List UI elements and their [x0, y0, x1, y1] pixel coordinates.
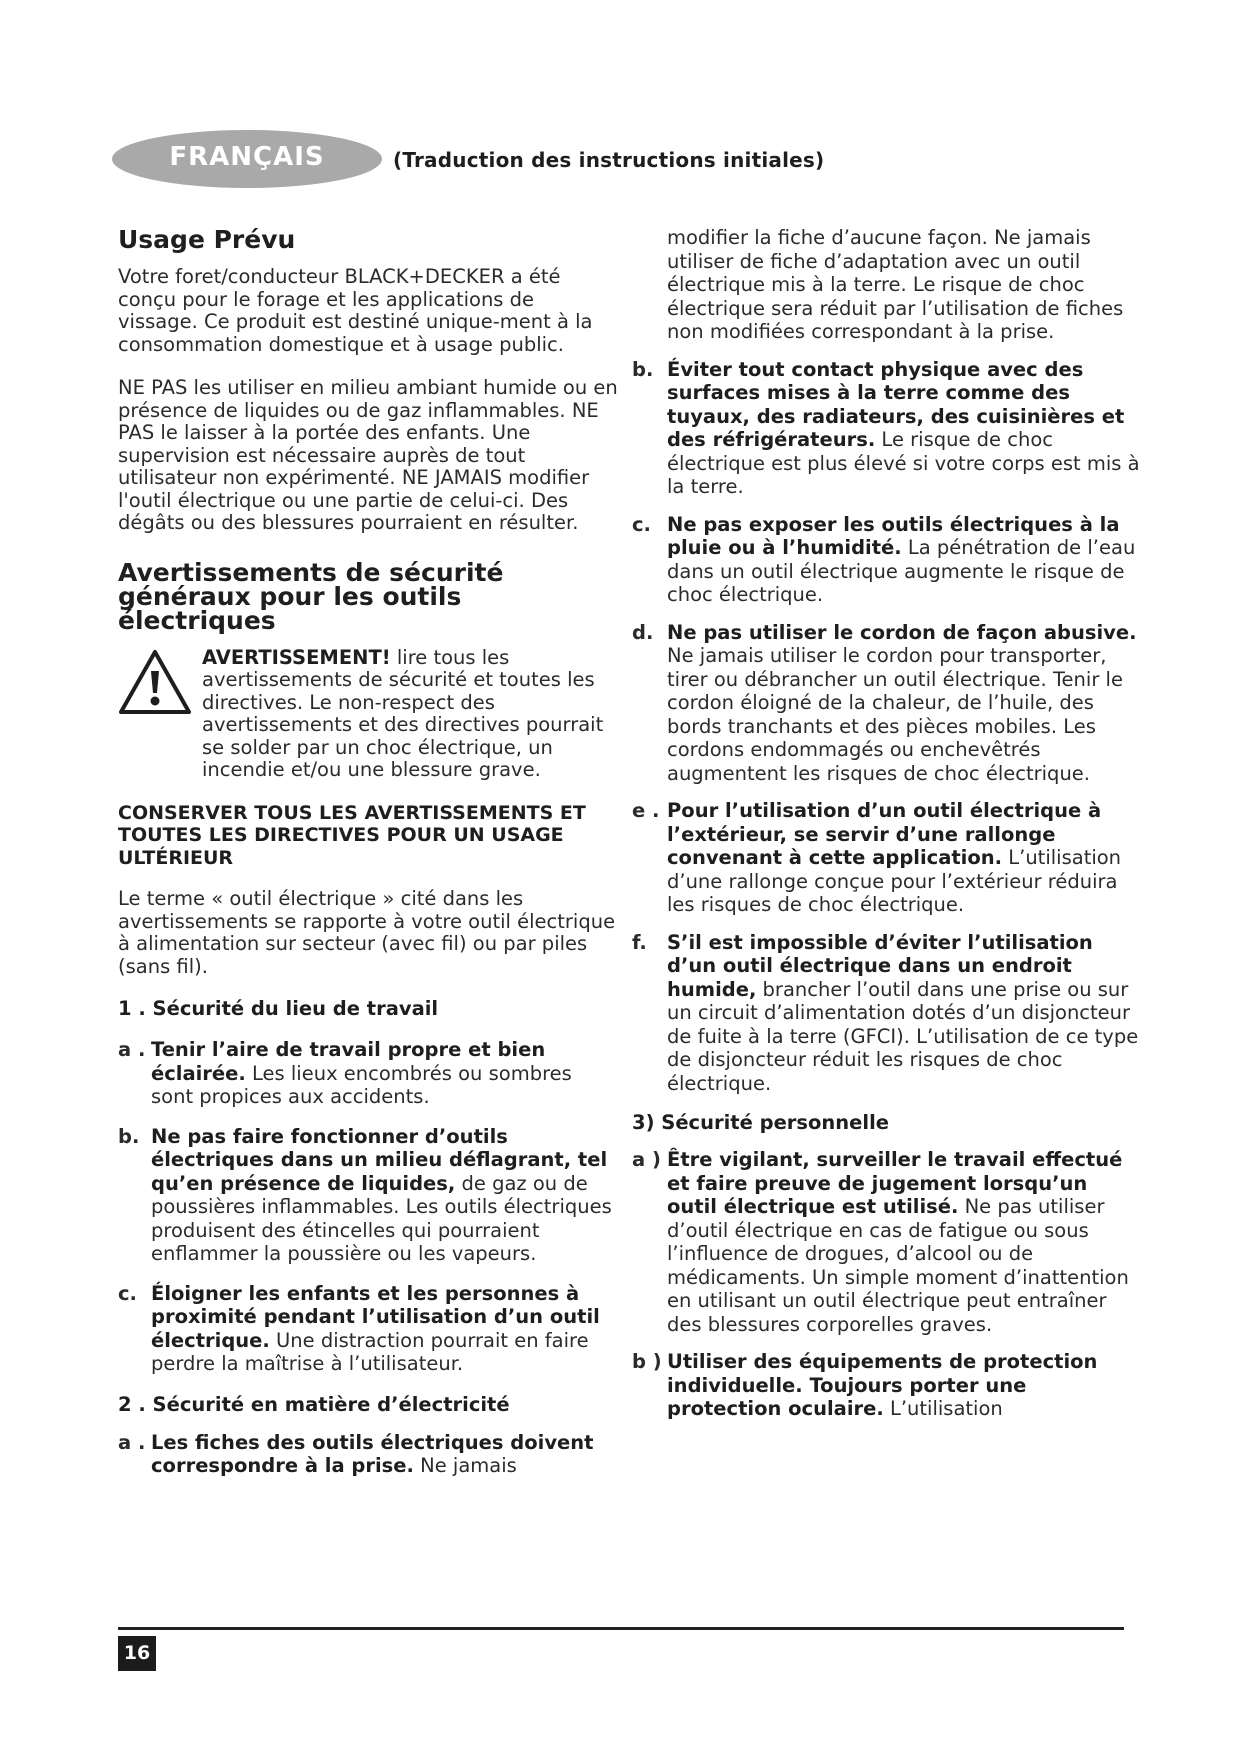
continued-text: modifier la fiche d’aucune façon. Ne jamais utiliser de fiche d’adaptation avec un outil électrique mis à la terre. Le risque de choc électrique sera réduit par l’utilisation de fiches non modifiées correspondant à la prise. — [667, 226, 1124, 343]
usage-title: Usage Prévu — [118, 225, 296, 254]
section-2-heading: 2 . Sécurité en matière d’électricité — [118, 1392, 510, 1416]
item-label: e . — [632, 799, 660, 822]
item-bold: Utiliser des équipements de protection individuelle. Toujours porter une protection oculaire. — [667, 1350, 1098, 1420]
item-text: Le risque de choc électrique est plus élevé si votre corps est mis à la terre. — [667, 428, 1140, 498]
warning-triangle-icon — [118, 649, 192, 715]
item-text: Ne pas utiliser d’outil électrique en cas de fatigue ou sous l’influence de drogues, d’alcool ou de médicaments. Un simple moment d’inattention en utilisant un outil électrique peut entraîner des blessures corporelles graves. — [667, 1195, 1129, 1336]
item-text: L’utilisation d’une rallonge conçue pour l’extérieur réduira les risques de choc électrique. — [667, 846, 1122, 916]
warnings-title: Avertissements de sécurité généraux pour les outils électriques — [118, 557, 504, 635]
item-bold: Éviter tout contact physique avec des surfaces mises à la terre comme des tuyaux, des radiateurs, des cuisinières et des réfrigérateurs. — [667, 357, 1125, 451]
item-bold: Pour l’utilisation d’un outil électrique à l’extérieur, se servir d’une rallonge convenant à cette application. — [667, 799, 1102, 869]
item-bold: Éloigner les enfants et les personnes à proximité pendant l’utilisation d’un outil électrique. — [151, 1281, 600, 1352]
list-item — [118, 1038, 618, 1109]
list-item — [632, 1148, 1142, 1336]
list-item — [118, 1125, 618, 1266]
item-text: Les lieux encombrés ou sombres sont propices aux accidents. — [151, 1061, 572, 1108]
item-label: b. — [632, 357, 654, 381]
page-number: 16 — [118, 1636, 156, 1671]
warning-bold: AVERTISSEMENT! — [202, 645, 391, 669]
usage-paragraph-1: Votre foret/conducteur BLACK+DECKER a été conçu pour le forage et les applications de vissage. Ce produit est destiné unique-ment à la consommation domestique et à usage public. — [118, 265, 593, 356]
item-bold: Ne pas utiliser le cordon de façon abusive. — [667, 620, 1137, 644]
warning-block — [118, 647, 618, 782]
item-bold: Ne pas faire fonctionner d’outils électriques dans un milieu déflagrant, tel qu’en présence de liquides, — [151, 1124, 608, 1195]
item-label: a ) — [632, 1148, 661, 1171]
section-3-heading: 3) Sécurité personnelle — [632, 1111, 890, 1134]
item-label: b. — [118, 1124, 140, 1148]
footer-divider — [118, 1627, 1124, 1630]
list-item — [118, 1431, 618, 1478]
continued-paragraph — [632, 226, 1142, 344]
list-item — [632, 799, 1142, 917]
item-text: La pénétration de l’eau dans un outil électrique augmente le risque de choc électrique. — [667, 536, 1136, 606]
item-text: Ne jamais — [413, 1454, 517, 1477]
header-subtitle: (Traduction des instructions initiales) — [393, 148, 825, 172]
list-item — [632, 1350, 1142, 1421]
warning-text: lire tous les avertissements de sécurité et toutes les directives. Le non-respect des avertissements et des directives pourrait se solder par un choc électrique, un incendie et/ou une blessure grave. — [202, 645, 604, 781]
list-item — [632, 358, 1142, 499]
item-bold: Être vigilant, surveiller le travail effectué et faire preuve de jugement lorsqu’un outil électrique est utilisé. — [667, 1148, 1123, 1218]
item-label: a . — [118, 1430, 146, 1454]
keep-instructions-heading: CONSERVER TOUS LES AVERTISSEMENTS ET TOUTES LES DIRECTIVES POUR UN USAGE ULTÉRIEUR — [118, 801, 586, 869]
list-item — [632, 621, 1142, 786]
item-text: Ne jamais utiliser le cordon pour transporter, tirer ou débrancher un outil électrique. Tenir le cordon éloigné de la chaleur, de l’huile, des bords tranchants et des pièces mobiles. Les cordons endommagés ou enchevêtrés augmentent les risques de choc électrique. — [667, 644, 1123, 785]
language-badge — [112, 130, 382, 188]
item-bold: Les fiches des outils électriques doivent correspondre à la prise. — [151, 1430, 594, 1477]
list-item — [632, 513, 1142, 607]
item-label: c. — [632, 512, 651, 536]
section-1-heading: 1 . Sécurité du lieu de travail — [118, 997, 439, 1020]
item-label: b ) — [632, 1350, 662, 1373]
list-item — [118, 1282, 618, 1376]
item-bold: S’il est impossible d’éviter l’utilisation d’un outil électrique dans un endroit humide, — [667, 930, 1093, 1001]
item-label: f. — [632, 930, 647, 954]
right-column — [632, 226, 1142, 1421]
item-text: Une distraction pourrait en faire perdre la maîtrise à l’utilisateur. — [151, 1328, 589, 1375]
item-text: brancher l’outil dans une prise ou sur un circuit d’alimentation dotés d’un disjoncteur de fuite à la terre (GFCI). L’utilisation de ce type de disjoncteur réduit les risques de choc électrique. — [667, 977, 1139, 1095]
list-item — [632, 931, 1142, 1096]
item-bold: Tenir l’aire de travail propre et bien éclairée. — [151, 1038, 546, 1085]
left-column — [118, 226, 618, 1478]
language-label: FRANÇAIS — [169, 142, 325, 172]
term-paragraph: Le terme « outil électrique » cité dans les avertissements se rapporte à votre outil électrique à alimentation sur secteur (avec fil) ou par piles (sans fil). — [118, 887, 616, 978]
item-label: a . — [118, 1038, 146, 1061]
item-text: de gaz ou de poussières inflammables. Les outils électriques produisent des étincelles qui pourraient enflammer la poussière ou les vapeurs. — [151, 1171, 612, 1265]
item-label: d. — [632, 620, 654, 644]
item-label: c. — [118, 1281, 137, 1305]
item-text: L’utilisation — [883, 1397, 1003, 1420]
usage-paragraph-2: NE PAS les utiliser en milieu ambiant humide ou en présence de liquides ou de gaz inflammables. NE PAS le laisser à la portée des enfants. Une supervision est nécessaire auprès de tout utilisateur non expérimenté. NE JAMAIS modifier l'outil électrique ou une partie de celui-ci. Des dégâts ou des blessures pourraient en résulter. — [118, 376, 618, 534]
item-bold: Ne pas exposer les outils électriques à la pluie ou à l’humidité. — [667, 512, 1120, 559]
